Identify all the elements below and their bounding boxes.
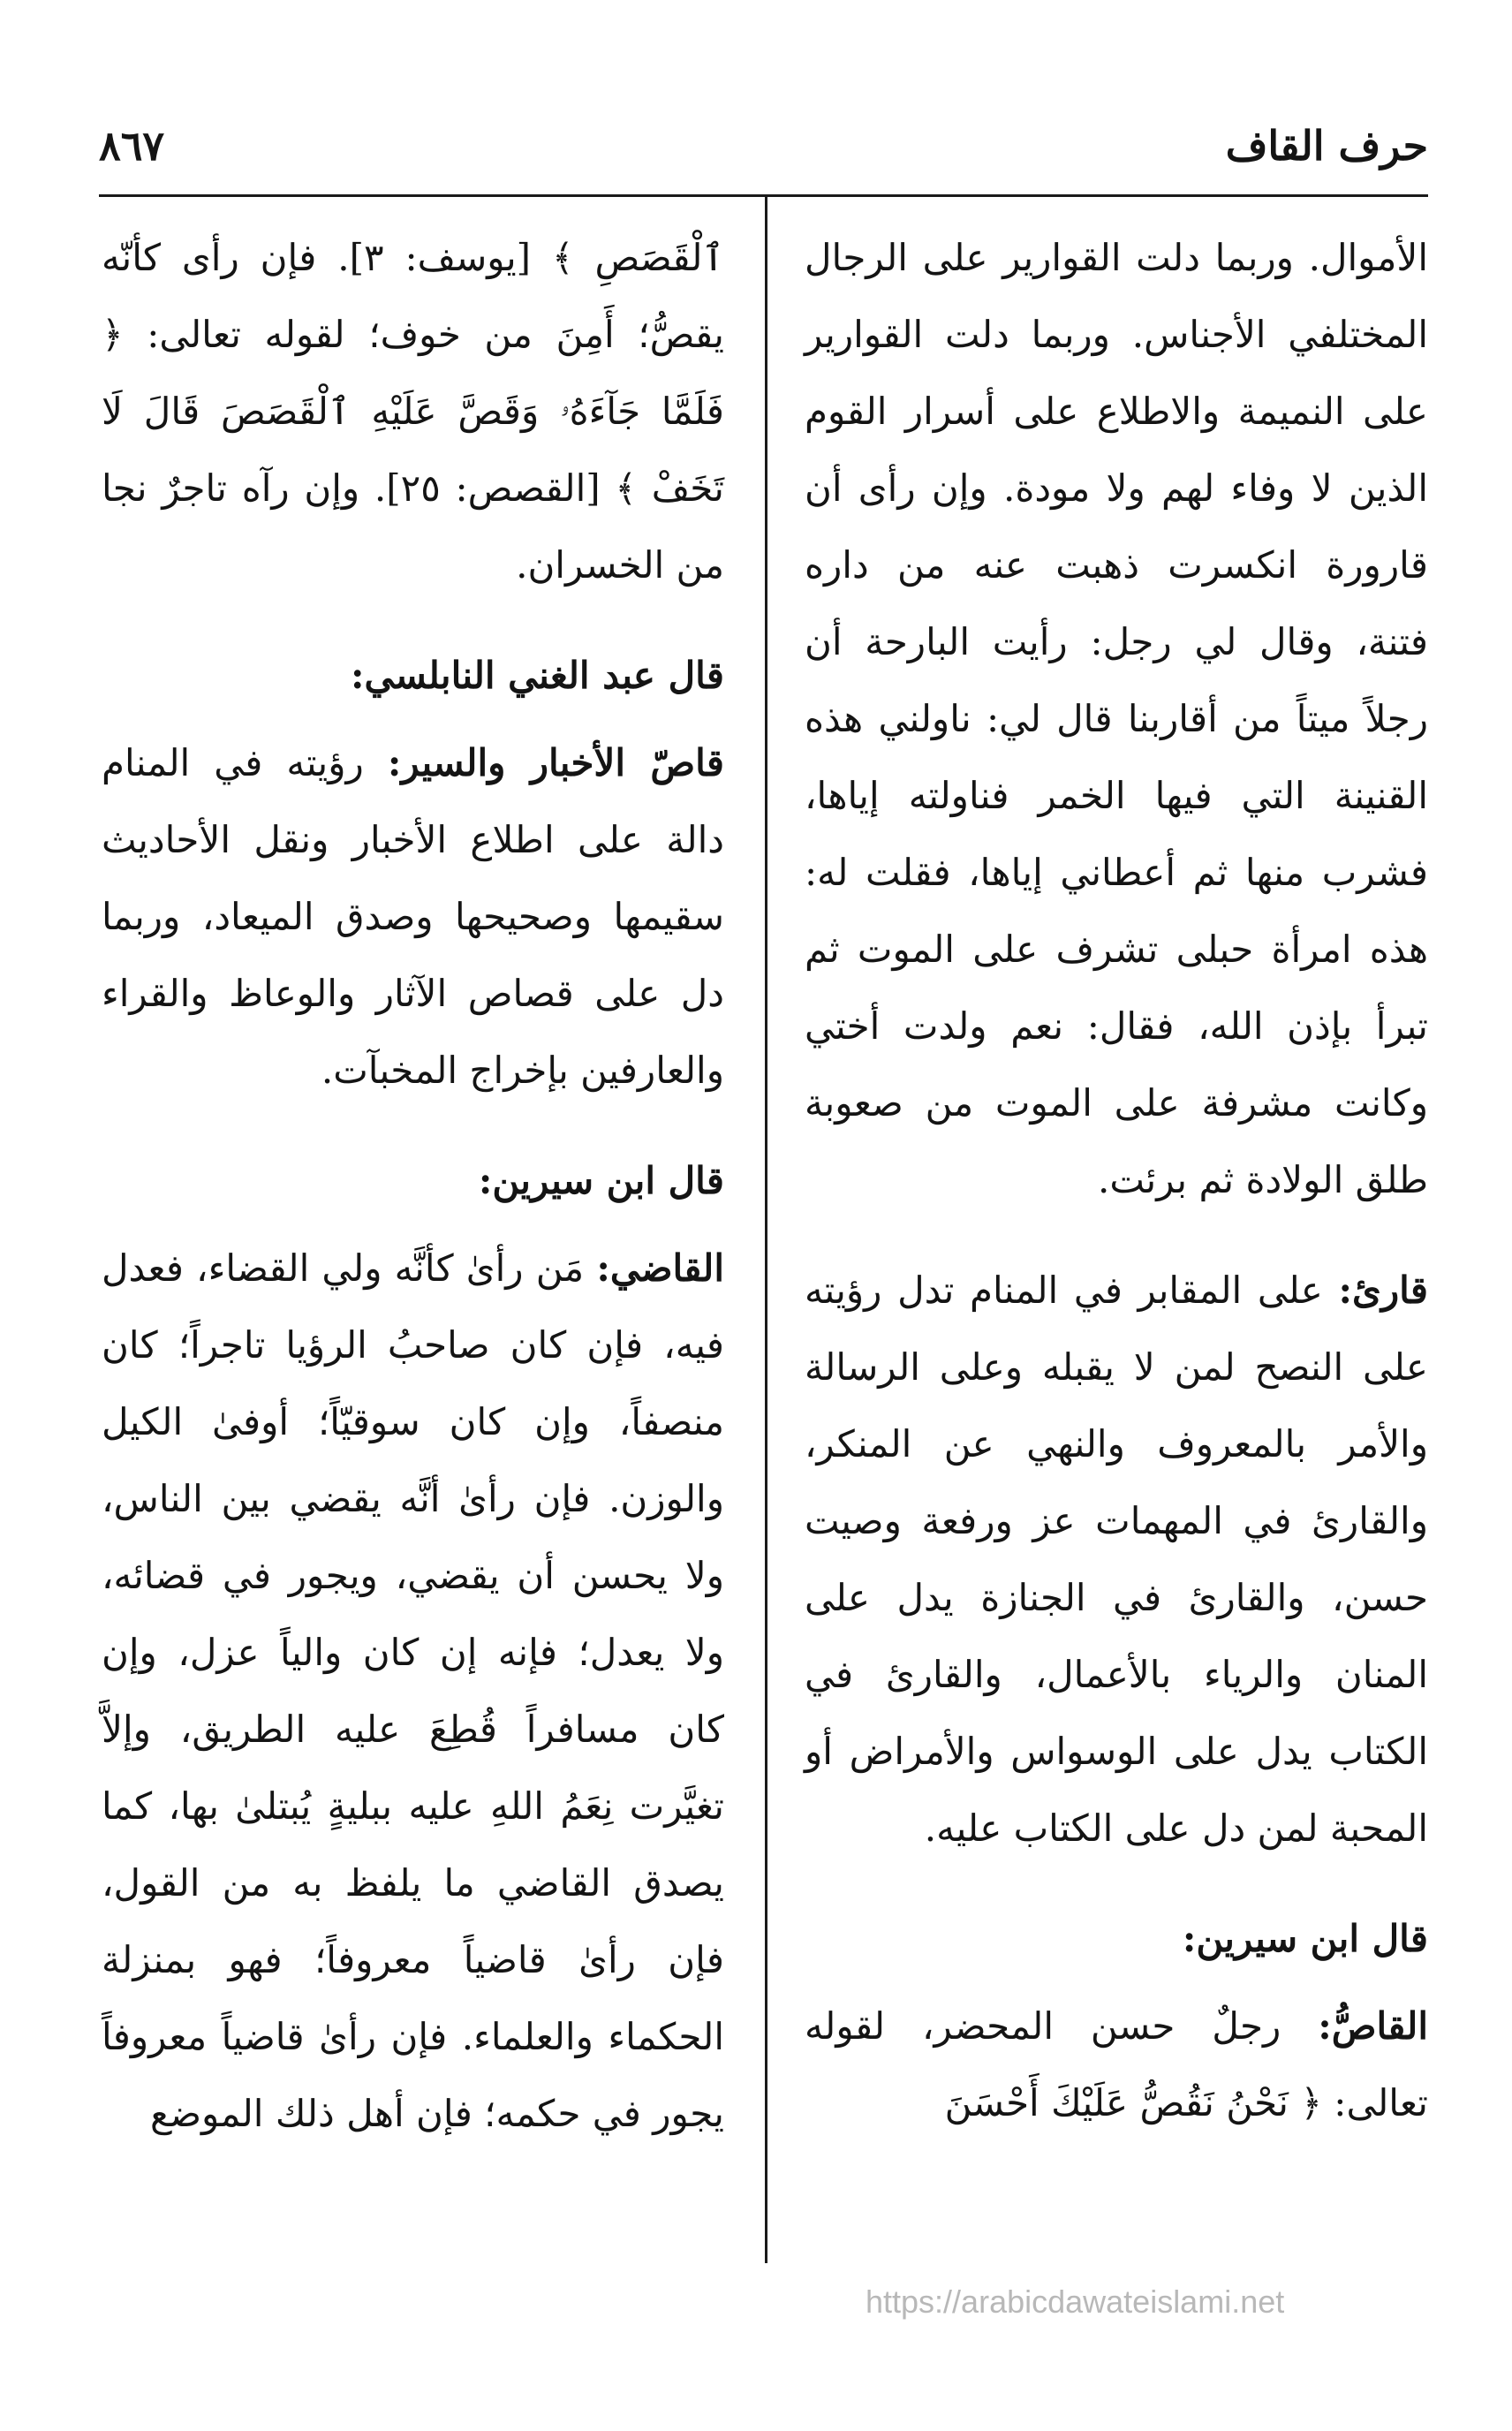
page-header [0,0,1512,203]
entry-term: القاصُّ: [1318,2004,1428,2048]
entry-text: رجلٌ حسن المحضر، لقوله تعالى: ﴿ نَحْنُ نَقُصُّ عَلَيْكَ أَحْسَنَ [805,2004,1428,2124]
section-heading: قال ابن سيرين: [478,1159,724,1202]
entry-qadi [102,1230,724,2152]
running-head-section: حرف القاف [1225,122,1428,170]
entry-text: على المقابر في المنام تدل رؤيته على النصح لمن لا يقبله وعلى الرسالة والأمر بالمعروف والنهي عن المنكر، والقارئ في المهمات عز ورفعة وصيت حسن، والقارئ في الجنازة يدل على المنان والرياء بالأعمال، والقارئ في الكتاب يدل على الوسواس والأمراض أو المحبة لمن دل على الكتاب عليه. [805,1269,1428,1850]
header-rule [99,194,1428,197]
paragraph-qasas-continued: ٱلْقَصَصِ ﴾ [يوسف: ٣]. فإن رأى كأنّه يقصُّ؛ أَمِنَ من خوف؛ لقوله تعالى: ﴿ فَلَمَّا جَآءَهُۥ وَقَصَّ عَلَيْهِ ٱلْقَصَصَ قَالَ لَا تَخَفْ ﴾ [القصص: ٢٥]. وإن رآه تاجرٌ نجا من الخسران. [102,236,724,587]
section-heading: قال ابن سيرين: [1182,1917,1428,1960]
page-number: ٨٦٧ [99,122,165,170]
paragraph-qawarir: الأموال. وربما دلت القوارير على الرجال المختلفي الأجناس. وربما دلت القوارير على النميمة والاطلاع على أسرار القوم الذين لا وفاء لهم ولا مودة. وإن رأى أن قارورة انكسرت ذهبت عنه من داره فتنة، وقال لي رجل: رأيت البارحة أن رجلاً ميتاً من أقاربنا قال لي: ناولني هذه القنينة التي فيها الخمر فناولته إياها، فشرب منها ثم أعطاني إياها، فقلت له: هذه امرأة حبلى تشرف على الموت ثم تبرأ بإذن الله، فقال: نعم ولدت أختي وكانت مشرفة على الموت من صعوبة طلق الولادة ثم برئت. [805,236,1428,1201]
watermark-url: https://arabicdawateislami.net [866,2283,1285,2320]
entry-qari [805,1252,1428,1867]
entry-text: رؤيته في المنام دالة على اطلاع الأخبار ونقل الأحاديث سقيمها وصحيحها وصدق الميعاد، وربما دل على قصاص الآثار والوعاظ والقراء والعارفين بإخراج المخبآت. [102,741,724,1092]
right-column [805,219,1428,2141]
entry-term: قاصّ الأخبار والسير: [387,741,724,784]
entry-term: قارئ: [1338,1269,1428,1312]
entry-qass-akhbar [102,724,724,1109]
column-divider [765,196,767,2263]
left-column [102,219,724,2152]
section-heading: قال عبد الغني النابلسي: [351,654,724,697]
entry-qass [805,1988,1428,2141]
entry-text: مَن رأىٰ كأنَّه ولي القضاء، فعدل فيه، فإن كان صاحبُ الرؤيا تاجراً؛ كان منصفاً، وإن كان سوقيّاً؛ أوفىٰ الكيل والوزن. فإن رأىٰ أنَّه يقضي بين الناس، ولا يحسن أن يقضي، ويجور في قضائه، ولا يعدل؛ فإنه إن كان والياً عزل، وإن كان مسافراً قُطِعَ عليه الطريق، وإلاَّ تغيَّرت نِعَمُ اللهِ عليه ببليةٍ يُبتلىٰ بها، كما يصدق القاضي ما يلفظ به من القول، فإن رأىٰ قاضياً معروفاً؛ فهو بمنزلة الحكماء والعلماء. فإن رأىٰ قاضياً معروفاً يجور في حكمه؛ فإن أهل ذلك الموضع [102,1246,724,2135]
entry-term: القاضي: [596,1246,724,1290]
